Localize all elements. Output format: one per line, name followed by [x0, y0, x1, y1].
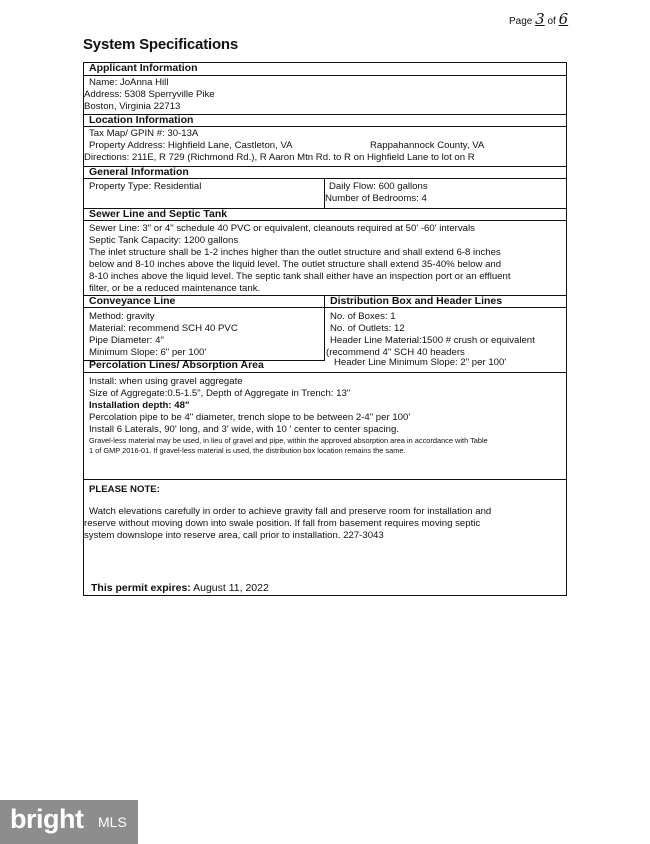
property-county: Rappahannock County, VA [370, 140, 485, 151]
note-line: system downslope into reserve area, call prior to installation. 227-3043 [84, 530, 384, 541]
pipe-diameter: Pipe Diameter: 4" [89, 335, 164, 346]
septic-tank-capacity: Septic Tank Capacity: 1200 gallons [89, 235, 239, 246]
page-current: 3 [535, 10, 545, 28]
percolation-pipe-spec: Percolation pipe to be 4" diameter, trench slope to be between 2-4" per 100' [89, 412, 411, 423]
sewer-text-line: The inlet structure shall be 1-2 inches higher than the outlet structure and shall extend 6-8 inches [89, 247, 501, 258]
watermark-suffix: MLS [98, 814, 127, 830]
minimum-slope: Minimum Slope: 6" per 100' [89, 347, 207, 358]
installation-depth: Installation depth: 48" [89, 400, 190, 411]
section-header-percolation: Percolation Lines/ Absorption Area [89, 359, 264, 371]
tax-map-gpin: Tax Map/ GPIN #: 30-13A [89, 128, 199, 139]
page-total: 6 [558, 10, 569, 28]
page-label: Page [509, 16, 533, 27]
permit-expires-date: August 11, 2022 [193, 582, 269, 594]
conveyance-divider [324, 295, 325, 361]
section-header-location: Location Information [84, 114, 566, 127]
sewer-line-spec: Sewer Line: 3" or 4" schedule 40 PVC or equivalent, cleanouts required at 50' -60' intervals [89, 223, 475, 234]
gravelless-note-line2: 1 of GMP 2016-01. If gravel-less material is used, the distribution box location remains the same. [89, 446, 406, 455]
bright-mls-watermark [0, 800, 138, 844]
distribution-heading: Distribution Box and Header Lines [330, 295, 503, 307]
watermark-brand: bright [10, 804, 84, 834]
header-line-minimum-slope: Header Line Minimum Slope: 2" per 100' [334, 357, 507, 368]
note-top-rule [84, 479, 566, 480]
number-of-bedrooms: Number of Bedrooms: 4 [325, 193, 427, 204]
section-header-applicant: Applicant Information [84, 63, 566, 76]
section-header-general: General Information [84, 166, 566, 179]
page-of: of [547, 16, 556, 27]
property-type: Property Type: Residential [89, 181, 202, 192]
aggregate-size-depth: Size of Aggregate:0.5-1.5", Depth of Aggregate in Trench: 13" [89, 388, 351, 399]
permit-expiration [91, 583, 269, 594]
conveyance-material: Material: recommend SCH 40 PVC [89, 323, 238, 334]
applicant-address-line2: Boston, Virginia 22713 [84, 101, 181, 112]
specifications-form [83, 62, 567, 596]
laterals-spec: Install 6 Laterals, 90' long, and 3' wide, with 10 ' center to center spacing. [89, 424, 400, 435]
property-address: Property Address: Highfield Lane, Castleton, VA [89, 140, 293, 151]
header-line-material: Header Line Material:1500 # crush or equivalent [330, 335, 535, 346]
applicant-address-line1: Address: 5308 Sperryville Pike [84, 89, 215, 100]
daily-flow: Daily Flow: 600 gallons [329, 181, 428, 192]
directions: Directions: 211E, R 729 (Richmond Rd.), R Aaron Mtn Rd. to R on Highfield Lane to lot on R [84, 152, 475, 163]
number-of-boxes: No. of Boxes: 1 [330, 311, 396, 322]
sewer-text-line: 8-10 inches above the liquid level. The septic tank shall either have an inspection port or an effluent [89, 271, 511, 282]
permit-expires-label: This permit expires: [91, 582, 191, 594]
sewer-text-line: filter, or be a reduced maintenance tank. [89, 283, 261, 294]
page-title: System Specifications [83, 36, 239, 53]
percolation-bottom-rule [84, 372, 566, 373]
note-line: Watch elevations carefully in order to achieve gravity fall and preserve room for installation and [89, 506, 492, 517]
page-indicator [509, 10, 568, 28]
conveyance-method: Method: gravity [89, 311, 155, 322]
note-line: reserve without moving down into swale position. If fall from basement requires moving septic [84, 518, 481, 529]
section-header-sewer: Sewer Line and Septic Tank [84, 208, 566, 221]
applicant-name: Name: JoAnna Hill [89, 77, 169, 88]
install-condition: Install: when using gravel aggregate [89, 376, 243, 387]
number-of-outlets: No. of Outlets: 12 [330, 323, 405, 334]
sewer-text-line: below and 8-10 inches above the liquid level. The outlet structure shall extend 35-40% below and [89, 259, 502, 270]
please-note-heading: PLEASE NOTE: [89, 484, 160, 495]
conveyance-heading: Conveyance Line [89, 295, 176, 307]
gravelless-note-line1: Gravel-less material may be used, in lieu of gravel and pipe, within the approved absorption area in accordance with Table [89, 436, 488, 445]
header-recommendation: (recommend 4" SCH 40 headers [326, 347, 465, 358]
